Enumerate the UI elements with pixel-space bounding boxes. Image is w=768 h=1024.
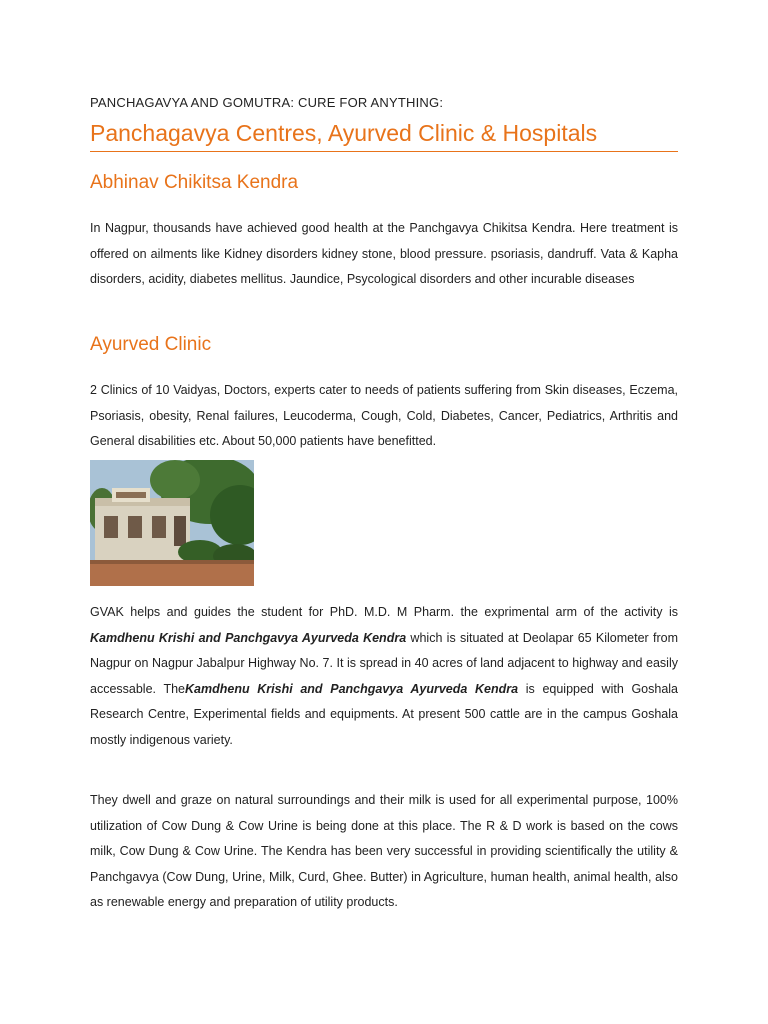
heading-ayurved-clinic: Ayurved Clinic [90, 334, 212, 355]
gvak-emphasis-kendra-2: Kamdhenu Krishi and Panchgavya Ayurveda Kendra [185, 681, 519, 696]
gvak-text-part3: is equipped with Goshala Research Centre, Experimental fields and equipments. At present 500 cattle are in the campus Goshala mostly indigenous variety. [90, 681, 679, 747]
heading-abhinav-chikitsa-kendra: Abhinav Chikitsa Kendra [90, 172, 299, 193]
paragraph-abhinav: In Nagpur, thousands have achieved good health at the Panchgavya Chikitsa Kendra. Here treatment is offered on ailments like Kidney disorders kidney stone, blood pressure. psoriasis, dandruff. Vata & Kapha disorders, acidity, diabetes mellitus. Jaundice, Psycological disorders and other incurable diseases [90, 221, 678, 286]
paragraph-dwell: They dwell and graze on natural surroundings and their milk is used for all experimental purpose, 100% utilization of Cow Dung & Cow Urine is being done at this place. The R & D work is based on the cows milk, Cow Dung & Cow Urine. The Kendra has been very successful in providing scientifically the utility & Panchgavya (Cow Dung, Urine, Milk, Curd, Ghee. Butter) in Agriculture, human health, animal health, also as renewable energy and preparation of utility products. [90, 793, 678, 909]
building-photo [90, 460, 254, 586]
document-kicker: PANCHAGAVYA AND GOMUTRA: CURE FOR ANYTHING: [90, 95, 444, 110]
paragraph-ayurved: 2 Clinics of 10 Vaidyas, Doctors, experts cater to needs of patients suffering from Skin diseases, Eczema, Psoriasis, obesity, Renal failures, Leucoderma, Cough, Cold, Diabetes, Cancer, Pediatrics, Arthritis and General disabilities etc. About 50,000 patients have benefitted. [90, 383, 678, 448]
gvak-text-part1: GVAK helps and guides the student for PhD. M.D. M Pharm. the exprimental arm of the activity is [90, 605, 678, 619]
paragraph-gvak [90, 600, 678, 753]
gvak-text-part2: which is situated at Deolapar 65 Kilometer from Nagpur on Nagpur Jabalpur Highway No. 7. It is spread in 40 acres of land adjacent to highway and easily accessable. The [90, 630, 678, 696]
gvak-emphasis-kendra-1: Kamdhenu Krishi and Panchgavya Ayurveda Kendra [90, 630, 407, 645]
page-title: Panchagavya Centres, Ayurved Clinic & Hospitals [90, 120, 678, 152]
